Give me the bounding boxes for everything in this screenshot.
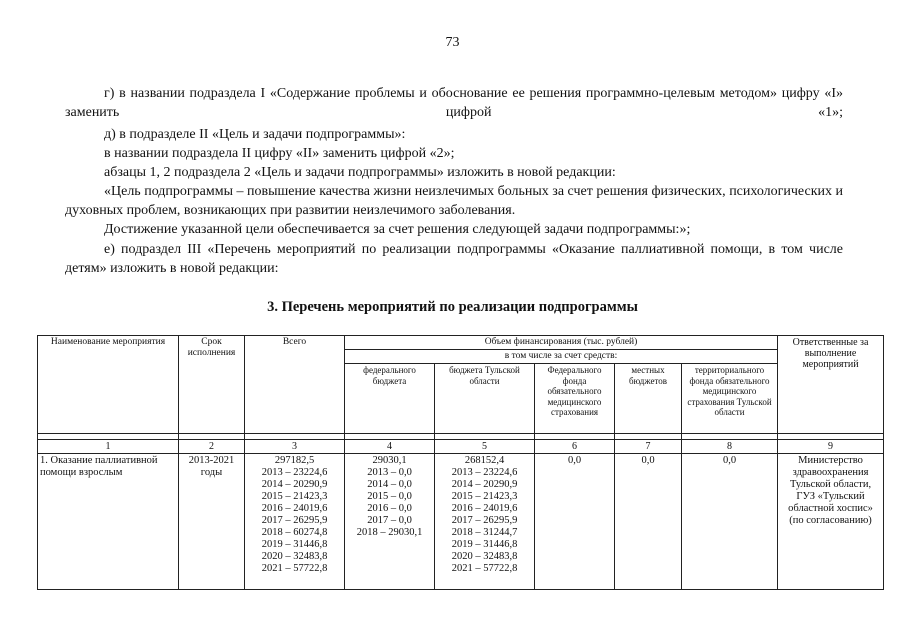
- cell-measure-name: 1. Оказание паллиативной помощи взрослым: [38, 454, 179, 590]
- col-number: 8: [682, 440, 778, 454]
- section-title: 3. Перечень мероприятий по реализации подпрограммы: [267, 299, 638, 315]
- paragraph-e: е) подраздел III «Перечень мероприятий по реализации подпрограммы «Оказание паллиативной помощи, в том числе детям» изложить в новой редакции:: [65, 242, 843, 276]
- cell-local: 0,0: [615, 454, 682, 590]
- header-federal: федерального бюджета: [345, 364, 435, 434]
- header-name: Наименование мероприятия: [38, 336, 179, 434]
- header-local: местных бюджетов: [615, 364, 682, 434]
- cell-tfoms: 0,0: [682, 454, 778, 590]
- cell-federal: 29030,1 2013 – 0,0 2014 – 0,0 2015 – 0,0 2016 – 0,0 2017 – 0,0 2018 – 29030,1: [345, 454, 435, 590]
- column-numbers-row: [38, 440, 884, 454]
- col-number: 9: [778, 440, 884, 454]
- col-number: 1: [38, 440, 179, 454]
- header-term: Срок исполнения: [179, 336, 245, 434]
- paragraph-v: в названии подраздела II цифру «II» заменить цифрой «2»;: [104, 146, 455, 161]
- header-responsible: Ответственные за выполнение мероприятий: [778, 336, 884, 434]
- paragraph-g: г) в названии подраздела I «Содержание проблемы и обоснование ее решения программно-целевым методом» цифру «I» заменить цифрой «1»;: [65, 86, 843, 120]
- page-number: 73: [445, 35, 460, 50]
- col-number: 5: [435, 440, 535, 454]
- cell-total: 297182,5 2013 – 23224,6 2014 – 20290,9 2015 – 21423,3 2016 – 24019,6 2017 – 26295,9 2018 – 60274,8 2019 – 31446,8 2020 – 32483,8 2021 – 57722,8: [245, 454, 345, 590]
- header-row-1: [38, 336, 884, 350]
- cell-term: 2013-2021 годы: [179, 454, 245, 590]
- col-number: 2: [179, 440, 245, 454]
- header-regional: бюджета Тульской области: [435, 364, 535, 434]
- paragraph-task: Достижение указанной цели обеспечивается за счет решения следующей задачи подпрограммы:»;: [104, 222, 691, 237]
- cell-regional: 268152,4 2013 – 23224,6 2014 – 20290,9 2015 – 21423,3 2016 – 24019,6 2017 – 26295,9 2018 – 31244,7 2019 – 31446,8 2020 – 32483,8 2021 – 57722,8: [435, 454, 535, 590]
- cell-ffoms: 0,0: [535, 454, 615, 590]
- col-number: 7: [615, 440, 682, 454]
- paragraph-quote: «Цель подпрограммы – повышение качества жизни неизлечимых больных за счет решения физических, психологических и духовных проблем, возникающих при развитии неизлечимого заболевания.: [65, 184, 843, 218]
- paragraph-d: д) в подразделе II «Цель и задачи подпрограммы»:: [104, 127, 406, 142]
- header-funding: Объем финансирования (тыс. рублей): [345, 336, 778, 350]
- header-total: Всего: [245, 336, 345, 434]
- measures-table: [37, 335, 884, 590]
- header-tfoms: территориального фонда обязательного медицинского страхования Тульской области: [682, 364, 778, 434]
- table-row: [38, 454, 884, 590]
- col-number: 6: [535, 440, 615, 454]
- header-ffoms: Федерального фонда обязательного медицинского страхования: [535, 364, 615, 434]
- paragraph-a: абзацы 1, 2 подраздела 2 «Цель и задачи подпрограммы» изложить в новой редакции:: [104, 165, 616, 180]
- cell-responsible: Министерство здравоохранения Тульской области, ГУЗ «Тульский областной хоспис» (по согласованию): [778, 454, 884, 590]
- col-number: 3: [245, 440, 345, 454]
- header-including: в том числе за счет средств:: [345, 350, 778, 364]
- col-number: 4: [345, 440, 435, 454]
